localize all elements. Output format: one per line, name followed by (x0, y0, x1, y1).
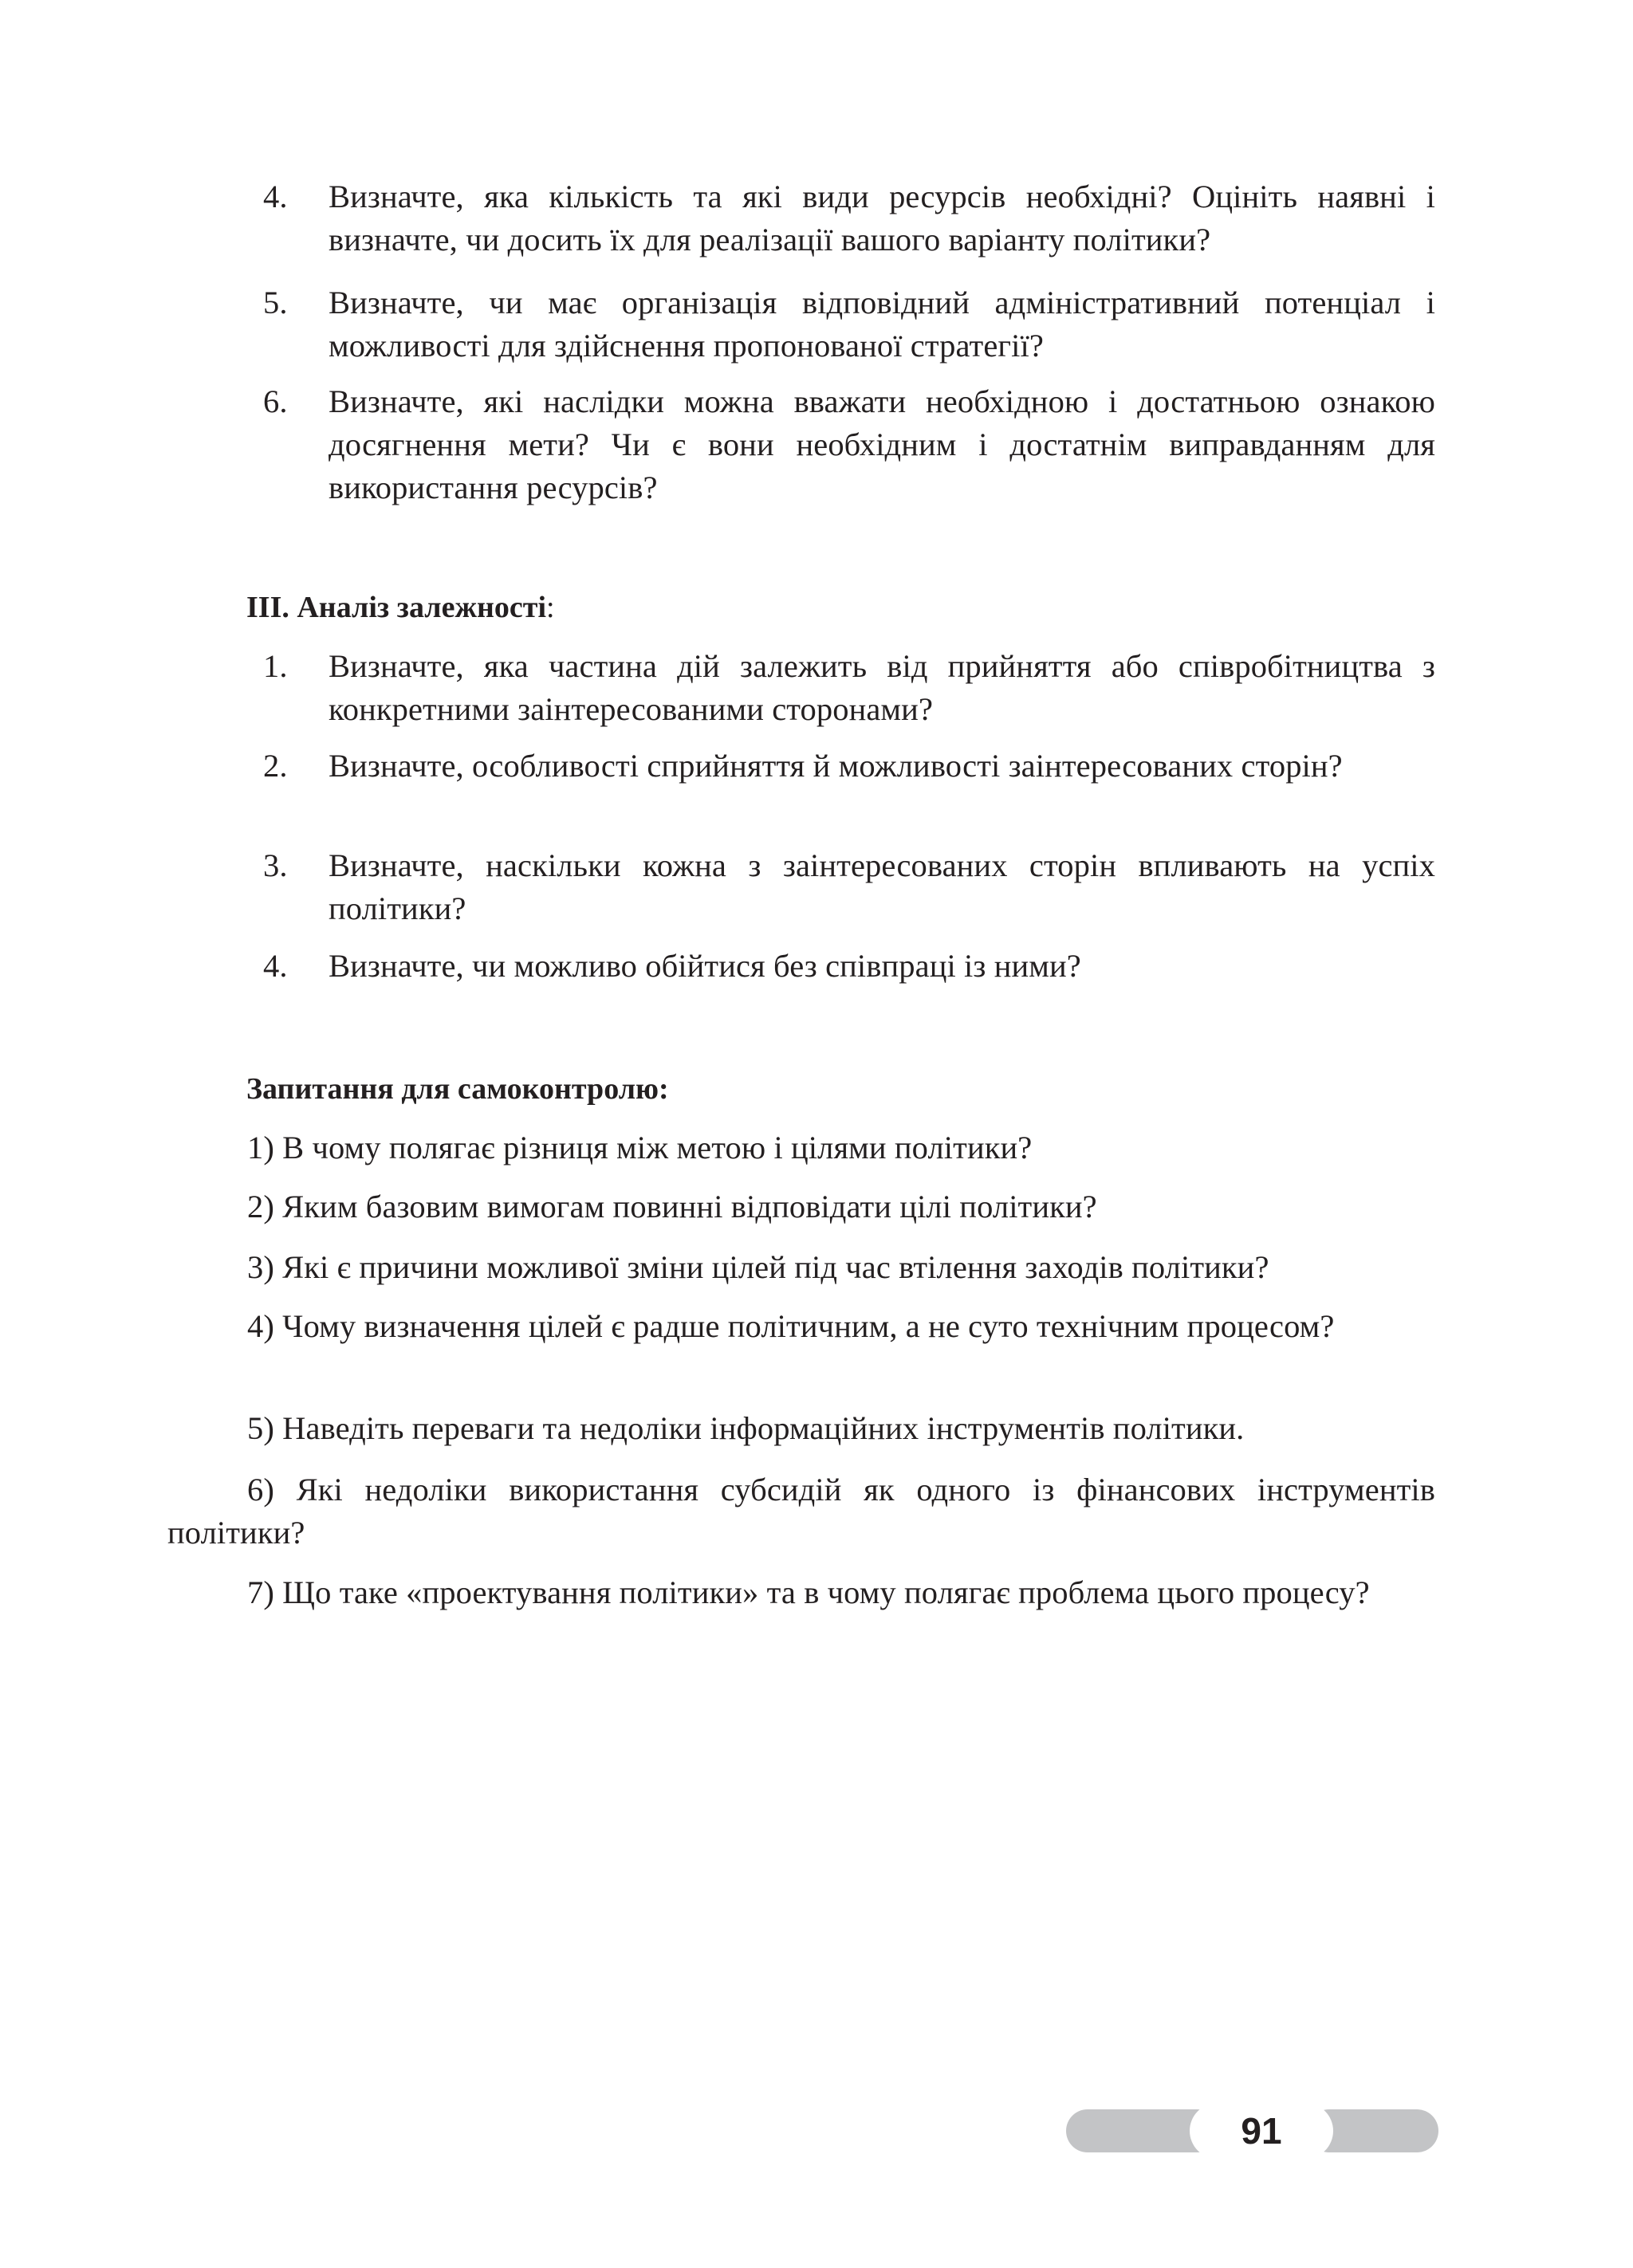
list-item-number: 4. (263, 179, 288, 214)
list-item-text: Визначте, яка кількість та які види ресурсів необхідні? Оцініть наявні і визначте, чи досить їх для реалізації вашого варіанту політики? (329, 179, 1435, 257)
list-item-text: Визначте, чи можливо обійтися без співпраці із ними? (329, 948, 1081, 984)
list-item-text: Визначте, які наслідки можна вважати необхідною і достатньою ознакою досягнення мети? Чи є вони необхідним і достатнім виправданням для використання ресурсів? (329, 383, 1435, 505)
list-item (263, 844, 1435, 930)
section-heading-text: ІІІ. Аналіз залежності (246, 591, 547, 624)
list-item-number: 3. (263, 847, 288, 883)
list-item (263, 645, 1435, 731)
list-item-number: 4. (263, 948, 288, 984)
list-item-number: 1. (263, 648, 288, 684)
list-item-text: Визначте, чи має організація відповідний адміністративний потенціал і можливості для здійснення пропонованої стратегії? (329, 285, 1435, 364)
list-item (263, 380, 1435, 509)
list-item-text: Визначте, особливості сприйняття й можливості заінтересованих сторін? (329, 748, 1343, 784)
question-item: 5) Наведіть переваги та недоліки інформаційних інструментів політики. (247, 1410, 1245, 1446)
list-item-number: 6. (263, 383, 288, 419)
question-item: 7) Що таке «проектування політики» та в чому полягає проблема цього процесу? (247, 1574, 1370, 1610)
list-item-text: Визначте, яка частина дій залежить від прийняття або співробітництва з конкретними заінтересованими сторонами? (329, 648, 1435, 727)
list-item (263, 945, 1435, 988)
list-item (263, 745, 1435, 788)
section-heading-colon: : (546, 591, 555, 624)
question-item: 2) Яким базовим вимогам повинні відповідати цілі політики? (247, 1189, 1097, 1224)
question-item: 1) В чому полягає різниця між метою і цілями політики? (247, 1130, 1033, 1165)
section-heading (246, 586, 555, 629)
list-item-text: Визначте, наскільки кожна з заінтересованих сторін впливають на успіх політики? (329, 847, 1435, 926)
question-item: 4) Чому визначення цілей є радше політичним, а не суто технічним процесом? (247, 1308, 1335, 1344)
list-item-number: 2. (263, 748, 288, 784)
list-item (263, 281, 1435, 368)
list-item (263, 175, 1435, 261)
question-item: 6) Які недоліки використання субсидій як одного із фінансових інструментів політики? (167, 1472, 1435, 1551)
list-item-number: 5. (263, 285, 288, 320)
page-number: 91 (1190, 2103, 1333, 2159)
question-item: 3) Які є причини можливої зміни цілей під час втілення заходів політики? (247, 1249, 1269, 1285)
self-control-heading: Запитання для самоконтролю: (246, 1072, 669, 1106)
